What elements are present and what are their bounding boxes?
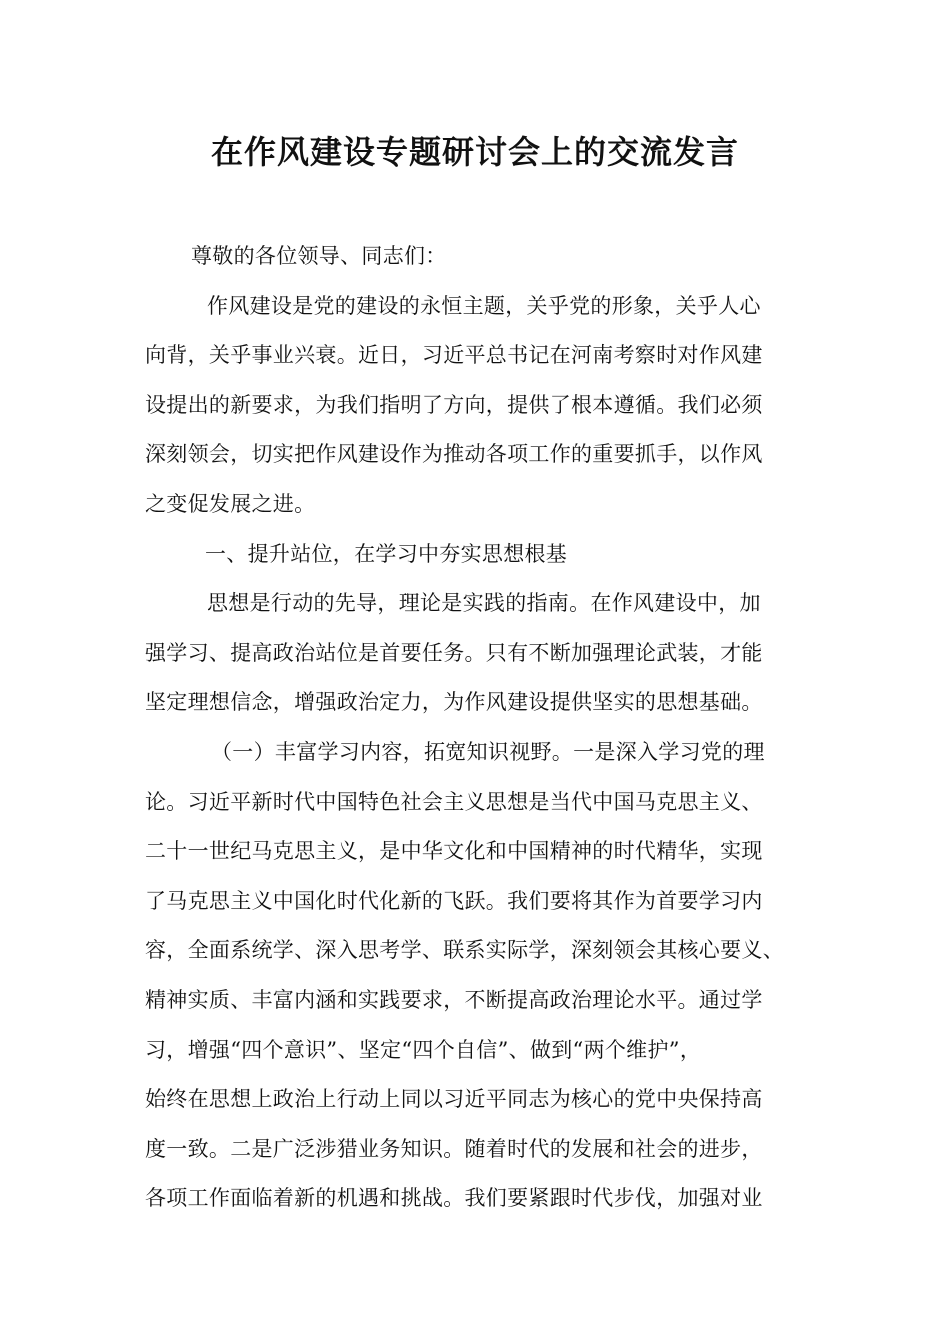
paragraph-line: 思想是行动的先导，理论是实践的指南。在作风建设中，加 — [207, 591, 761, 616]
paragraph-line: 容，全面系统学、深入思考学、联系实际学，深刻领会其核心要义、 — [145, 938, 784, 963]
document-title: 在作风建设专题研讨会上的交流发言 — [210, 133, 739, 171]
subsection-line: （一）丰富学习内容，拓宽知识视野。一是深入学习党的理 — [211, 739, 765, 764]
paragraph-line: 度一致。二是广泛涉猎业务知识。随着时代的发展和社会的进步， — [145, 1136, 763, 1161]
section-heading: 一、提升站位，在学习中夯实思想根基 — [205, 541, 568, 566]
paragraph-line: 之变促发展之进。 — [145, 491, 316, 516]
paragraph-line: 深刻领会，切实把作风建设作为推动各项工作的重要抓手，以作风 — [145, 442, 763, 467]
paragraph-line: 论。习近平新时代中国特色社会主义思想是当代中国马克思主义、 — [145, 789, 763, 814]
paragraph-line: 设提出的新要求，为我们指明了方向，提供了根本遵循。我们必须 — [145, 392, 763, 417]
paragraph-line: 各项工作面临着新的机遇和挑战。我们要紧跟时代步伐，加强对业 — [145, 1186, 763, 1211]
salutation-line: 尊敬的各位领导、同志们： — [191, 244, 447, 268]
paragraph-line: 二十一世纪马克思主义，是中华文化和中国精神的时代精华，实现 — [145, 839, 763, 864]
paragraph-line: 了马克思主义中国化时代化新的飞跃。我们要将其作为首要学习内 — [145, 888, 763, 913]
paragraph-line: 精神实质、丰富内涵和实践要求，不断提高政治理论水平。通过学 — [145, 987, 763, 1012]
document-body — [145, 232, 807, 1224]
paragraph-line: 习，增强“四个意识”、坚定“四个自信”、做到“两个维护”， — [145, 1037, 702, 1062]
paragraph-line: 坚定理想信念，增强政治定力，为作风建设提供坚实的思想基础。 — [145, 690, 763, 715]
paragraph-line: 始终在思想上政治上行动上同以习近平同志为核心的党中央保持高 — [145, 1087, 763, 1112]
paragraph-line: 向背，关乎事业兴衰。近日，习近平总书记在河南考察时对作风建 — [145, 343, 763, 368]
paragraph-line: 强学习、提高政治站位是首要任务。只有不断加强理论武装，才能 — [145, 640, 763, 665]
paragraph-line: 作风建设是党的建设的永恒主题，关乎党的形象，关乎人心 — [207, 293, 761, 318]
